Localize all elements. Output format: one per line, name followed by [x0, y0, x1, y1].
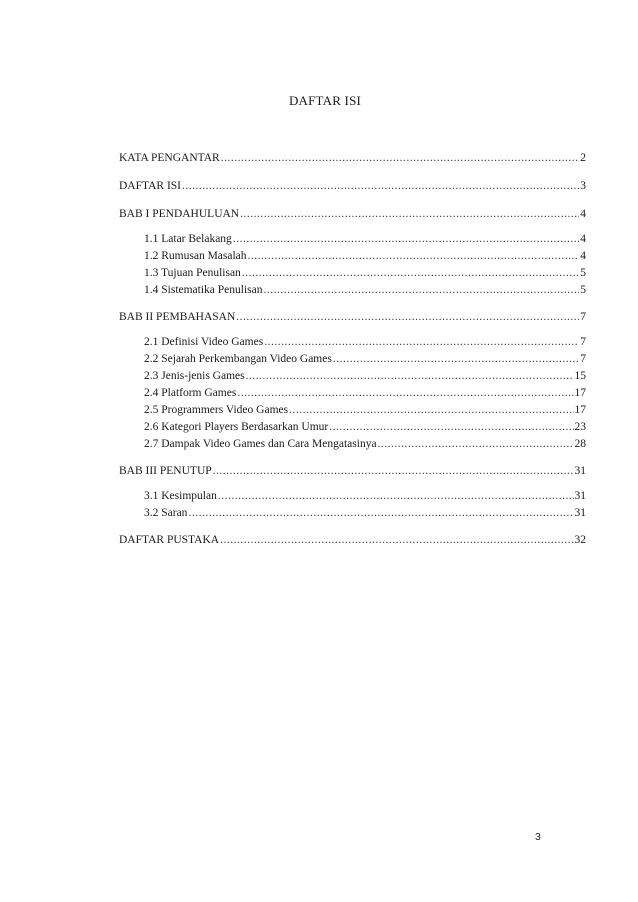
- toc-entry-label: 1.3 Tujuan Penulisan: [144, 267, 241, 279]
- toc-entry-kata-pengantar: [119, 150, 586, 167]
- toc-leader-dots: [378, 436, 574, 453]
- toc-entry-label: 1.2 Rumusan Masalah: [144, 250, 247, 262]
- toc-entry-label: 2.3 Jenis-jenis Games: [144, 370, 245, 382]
- toc-entry-label: 2.1 Definisi Video Games: [144, 336, 264, 348]
- toc-entry-label: KATA PENGANTAR: [119, 152, 220, 164]
- toc-entry-page: 5: [580, 284, 586, 296]
- toc-entry-label: DAFTAR PUSTAKA: [119, 534, 220, 546]
- toc-subentry-2-7: [119, 436, 586, 453]
- toc-entry-label: 2.7 Dampak Video Games dan Cara Mengatasinya: [144, 438, 377, 450]
- toc-entry-bab-2: [119, 309, 586, 326]
- toc-leader-dots: [264, 334, 579, 351]
- toc-leader-dots: [213, 463, 574, 480]
- toc-leader-dots: [289, 402, 573, 419]
- toc-leader-dots: [264, 282, 580, 299]
- toc-entry-page: 17: [574, 404, 586, 416]
- page-number: 3: [535, 831, 541, 843]
- toc-leader-dots: [233, 231, 579, 248]
- toc-entry-label: 1.1 Latar Belakang: [144, 233, 232, 245]
- page-title: DAFTAR ISI: [288, 93, 362, 108]
- toc-subentry-1-4: [119, 282, 586, 299]
- toc-subentry-1-1: [119, 231, 586, 248]
- toc-entry-label: 2.5 Programmers Video Games: [144, 404, 289, 416]
- toc-leader-dots: [333, 351, 579, 368]
- toc-subentry-3-1: [119, 488, 586, 505]
- toc-subentry-2-5: [119, 402, 586, 419]
- table-of-contents: [119, 150, 586, 560]
- toc-entry-label: BAB III PENUTUP: [119, 465, 212, 477]
- toc-entry-daftar-isi: [119, 178, 586, 195]
- toc-entry-page: 4: [580, 208, 586, 220]
- toc-leader-dots: [246, 368, 574, 385]
- toc-leader-dots: [248, 248, 580, 265]
- toc-entry-page: 17: [574, 387, 586, 399]
- toc-entry-page: 32: [574, 534, 586, 546]
- toc-entry-page: 15: [574, 370, 586, 382]
- toc-entry-label: DAFTAR ISI: [119, 180, 182, 192]
- toc-entry-label: 2.4 Platform Games: [144, 387, 237, 399]
- toc-entry-bab-3: [119, 463, 586, 480]
- toc-entry-page: 23: [574, 421, 586, 433]
- toc-entry-page: 31: [574, 490, 586, 502]
- toc-entry-label: 3.2 Saran: [144, 507, 188, 519]
- toc-subentry-2-6: [119, 419, 586, 436]
- toc-entry-bab-1: [119, 206, 586, 223]
- toc-subentry-2-1: [119, 334, 586, 351]
- toc-entry-page: 4: [580, 233, 586, 245]
- toc-leader-dots: [240, 206, 579, 223]
- toc-leader-dots: [182, 178, 579, 195]
- toc-entry-page: 7: [580, 336, 586, 348]
- toc-entry-page: 5: [580, 267, 586, 279]
- toc-subentry-1-2: [119, 248, 586, 265]
- toc-leader-dots: [329, 419, 573, 436]
- toc-leader-dots: [236, 309, 579, 326]
- toc-leader-dots: [220, 532, 573, 549]
- toc-leader-dots: [237, 385, 573, 402]
- toc-entry-page: 31: [574, 507, 586, 519]
- toc-leader-dots: [218, 488, 574, 505]
- toc-entry-label: BAB I PENDAHULUAN: [119, 208, 240, 220]
- toc-subentry-2-3: [119, 368, 586, 385]
- toc-entry-page: 7: [580, 311, 586, 323]
- toc-entry-page: 2: [580, 152, 586, 164]
- toc-entry-page: 31: [574, 465, 586, 477]
- toc-entry-label: 3.1 Kesimpulan: [144, 490, 217, 502]
- toc-subentry-3-2: [119, 505, 586, 522]
- toc-entry-page: 28: [574, 438, 586, 450]
- toc-entry-page: 4: [580, 250, 586, 262]
- toc-subentry-2-2: [119, 351, 586, 368]
- toc-leader-dots: [188, 505, 573, 522]
- toc-entry-label: 2.6 Kategori Players Berdasarkan Umur: [144, 421, 329, 433]
- toc-leader-dots: [242, 265, 579, 282]
- toc-subentry-2-4: [119, 385, 586, 402]
- toc-entry-daftar-pustaka: [119, 532, 586, 549]
- toc-entry-page: 3: [580, 180, 586, 192]
- toc-subentry-1-3: [119, 265, 586, 282]
- toc-entry-label: BAB II PEMBAHASAN: [119, 311, 236, 323]
- toc-entry-label: 1.4 Sistematika Penulisan: [144, 284, 263, 296]
- toc-entry-label: 2.2 Sejarah Perkembangan Video Games: [144, 353, 332, 365]
- toc-entry-page: 7: [580, 353, 586, 365]
- toc-leader-dots: [221, 150, 580, 167]
